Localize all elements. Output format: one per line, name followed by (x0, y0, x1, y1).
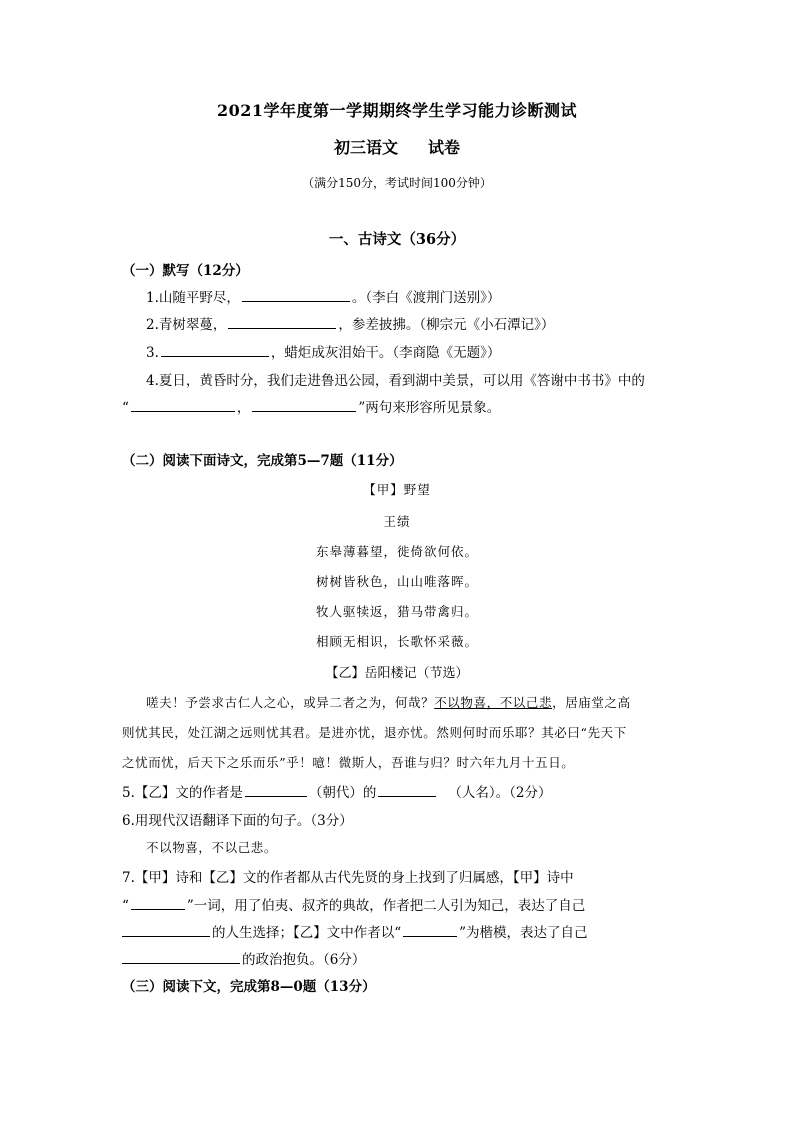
poem-line: 东皋薄暮望，徙倚欲何依。 (315, 544, 478, 559)
question-5: 5.【乙】文的作者是 （朝代）的 （人名）。（2分） (122, 781, 551, 801)
answer-blank[interactable] (242, 287, 350, 302)
paper-label: 试卷 (428, 138, 461, 157)
question-7-line3: 的人生选择；【乙】文中作者以“ ”为楷模，表达了自己 (122, 921, 588, 941)
poem-line: 树树皆秋色，山山唯落晖。 (315, 574, 478, 589)
answer-blank[interactable] (228, 314, 336, 329)
answer-blank[interactable] (131, 397, 235, 412)
part1-title: （一）默写（12分） (122, 263, 249, 279)
part2-title: （二）阅读下面诗文，完成第5—7题（11分） (122, 453, 403, 469)
answer-blank[interactable] (252, 397, 356, 412)
poem-line: 相顾无相识，长歌怀采薇。 (315, 634, 478, 649)
section-title: 一、古诗文（36分） (328, 231, 466, 248)
prose-line-2: 则忧其民，处江湖之远则忧其君。是进亦忧，退亦忧。然则何时而乐耶？其必曰“先天下 (122, 725, 627, 740)
prose-line-1: 嗟夫！予尝求古仁人之心，或异二者之为，何哉？不以物喜，不以己悲，居庙堂之高 (146, 695, 631, 710)
question-6: 6.用现代汉语翻译下面的句子。（3分） (122, 813, 353, 829)
question-2: 2.青树翠蔓， ，参差披拂。（柳宗元《小石潭记》） (146, 313, 554, 333)
answer-blank[interactable] (131, 895, 185, 910)
poem-author: 王绩 (383, 514, 411, 529)
prose-title: 【乙】岳阳楼记（节选） (325, 666, 469, 681)
question-4: 4.夏日，黄昏时分，我们走进鲁迅公园，看到湖中美景，可以用《答谢中书书》中的 (146, 373, 645, 389)
answer-blank[interactable] (245, 782, 307, 797)
question-7-line4: 的政治抱负。（6分） (122, 948, 365, 968)
question-1: 1.山随平野尽， 。（李白《渡荆门送别》） (146, 286, 500, 306)
question-7: 7.【甲】诗和【乙】文的作者都从古代先贤的身上找到了归属感，【甲】诗中 (122, 870, 574, 886)
answer-blank[interactable] (378, 782, 436, 797)
question-6-sentence: 不以物喜，不以己悲。 (146, 840, 278, 855)
subject-label: 初三语文 (333, 138, 398, 157)
exam-title: 2021学年度第一学期期终学生学习能力诊断测试 (216, 101, 578, 120)
poem-title: 【甲】野望 (363, 482, 431, 497)
answer-blank[interactable] (122, 949, 240, 964)
question-4-line2: “ ， ”两句来形容所见景象。 (122, 396, 500, 416)
question-3: 3. ，蜡炬成灰泪始干。（李商隐《无题》） (146, 341, 500, 361)
part3-title: （三）阅读下文，完成第8—0题（13分） (122, 979, 376, 995)
underlined-sentence: 不以物喜，不以己悲 (434, 695, 553, 710)
poem-line: 牧人驱犊返，猎马带禽归。 (315, 604, 478, 619)
answer-blank[interactable] (122, 922, 210, 937)
answer-blank[interactable] (161, 342, 269, 357)
question-7-line2: “ ”一词，用了伯夷、叔齐的典故，作者把二人引为知己，表达了自己 (122, 894, 585, 914)
exam-subtitle (0, 135, 794, 158)
answer-blank[interactable] (403, 922, 457, 937)
exam-note: （满分150分，考试时间100分钟） (302, 176, 492, 190)
prose-line-3: 之忧而忧，后天下之乐而乐”乎！噫！微斯人，吾谁与归？时六年九月十五日。 (122, 755, 575, 770)
